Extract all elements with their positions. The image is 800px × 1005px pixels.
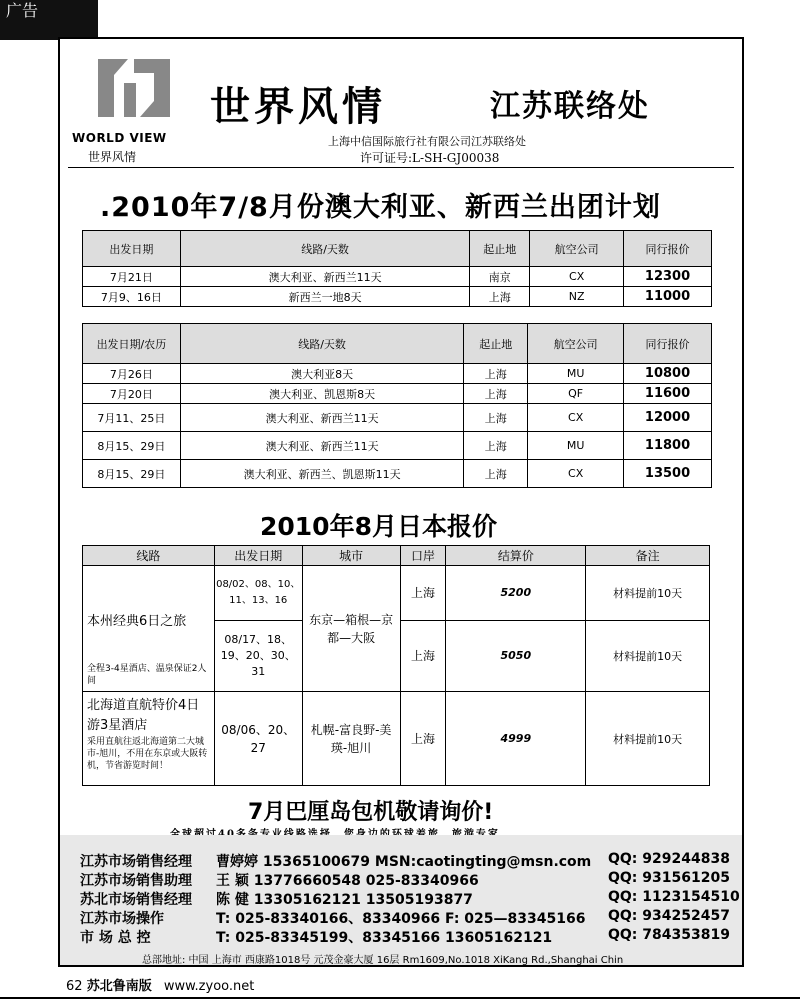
- table-row: [83, 460, 712, 488]
- table-row: [83, 692, 710, 786]
- city-cell: 南京: [470, 267, 530, 287]
- route-cell: 澳大利亚、新西兰11天: [180, 432, 463, 460]
- city-cell: 札幌-富良野-美瑛-旭川: [302, 692, 400, 786]
- tour-plan-title: .2010年7/8月份澳大利亚、新西兰出团计划: [100, 192, 661, 223]
- city-cell: 上海: [464, 432, 528, 460]
- remark-cell: 材料提前10天: [586, 692, 710, 786]
- city-cell: 上海: [464, 404, 528, 432]
- header-cell: 同行报价: [624, 231, 712, 267]
- japan-price-table: [82, 545, 710, 786]
- contact-details: 王 颖 13776660548 025-83340966: [216, 873, 479, 889]
- honshu-route-name: 本州经典6日之旅: [87, 614, 187, 629]
- port-cell: 上海: [400, 692, 446, 786]
- contact-role: 市 场 总 控: [80, 930, 151, 946]
- header-cell: 航空公司: [528, 324, 624, 364]
- honshu-route-note: 全程3-4星酒店、温泉保证2人间: [87, 664, 207, 686]
- contact-row: [80, 908, 585, 928]
- airline-cell: QF: [528, 384, 624, 404]
- contact-panel: [60, 835, 744, 967]
- page-footer: [66, 975, 254, 994]
- price-cell: 12300: [624, 267, 712, 287]
- date-cell: 7月20日: [83, 384, 181, 404]
- port-cell: 上海: [400, 620, 446, 691]
- contact-row: [80, 889, 473, 909]
- city-cell: 上海: [470, 287, 530, 307]
- price-cell: 5200: [446, 566, 586, 621]
- table-row: [83, 267, 712, 287]
- header-cell: 口岸: [400, 546, 446, 566]
- price-cell: 13500: [624, 460, 712, 488]
- table-header-row: [83, 324, 712, 364]
- date-cell: 7月26日: [83, 364, 181, 384]
- logo-chinese: 世界风情: [88, 150, 137, 164]
- brand-title: 世界风情: [210, 83, 386, 130]
- airline-cell: MU: [528, 364, 624, 384]
- route-cell: 澳大利亚8天: [180, 364, 463, 384]
- table-row: [83, 432, 712, 460]
- logo-english: WORLD VIEW: [72, 131, 167, 145]
- page-number: 62: [66, 979, 83, 994]
- airline-cell: CX: [528, 460, 624, 488]
- japan-price-title: 2010年8月日本报价: [260, 512, 497, 541]
- headquarters-address: 总部地址: 中国 上海市 西康路1018号 元茂金豪大厦 16层 Rm1609,No.1018 XiKang Rd.,Shanghai Chin: [142, 955, 624, 966]
- header-cell: 线路/天数: [180, 231, 469, 267]
- header-cell: 出发日期/农历: [83, 324, 181, 364]
- contact-row: [80, 927, 552, 947]
- price-cell: 5050: [446, 620, 586, 691]
- contact-details: T: 025-83345199、83345166 13605162121: [216, 930, 553, 946]
- price-cell: 12000: [624, 404, 712, 432]
- airline-cell: CX: [528, 404, 624, 432]
- header-cell: 线路/天数: [180, 324, 463, 364]
- contact-role: 江苏市场操作: [80, 911, 164, 927]
- date-cell: 8月15、29日: [83, 432, 181, 460]
- license-number: 许可证号:L-SH-GJ00038: [360, 151, 500, 165]
- date-cell: 08/06、20、27: [214, 692, 302, 786]
- header-cell: 结算价: [446, 546, 586, 566]
- contact-details: 陈 健 13305162121 13505193877: [216, 892, 473, 908]
- date-cell: 08/17、18、19、20、30、31: [214, 620, 302, 691]
- header-cell: 出发日期: [214, 546, 302, 566]
- hokkaido-route-note: 采用直航往返北海道第二大城市-旭川，不用在东京或大阪转机，节省游览时间！: [87, 737, 208, 771]
- australia-table-1: [82, 230, 712, 307]
- ad-label: 广告: [0, 0, 98, 40]
- contact-row: [80, 870, 479, 890]
- hokkaido-route-cell: [83, 692, 215, 786]
- contact-details: 曹婷婷 15365100679 MSN:caotingting@msn.com: [216, 854, 592, 870]
- contact-role: 江苏市场销售助理: [80, 873, 192, 889]
- contact-row: [80, 851, 591, 871]
- city-cell: 东京—箱根—京都—大阪: [302, 566, 400, 692]
- port-cell: 上海: [400, 566, 446, 621]
- australia-table-2: [82, 323, 712, 488]
- route-cell: 澳大利亚、新西兰11天: [180, 404, 463, 432]
- contact-qq: QQ: 934252457: [608, 908, 730, 924]
- date-cell: 08/02、08、10、11、13、16: [214, 566, 302, 621]
- contact-role: 苏北市场销售经理: [80, 892, 192, 908]
- edition-name: 苏北鲁南版: [86, 979, 152, 994]
- price-cell: 11600: [624, 384, 712, 404]
- contact-qq: QQ: 929244838: [608, 851, 730, 867]
- hokkaido-route-name: 北海道直航特价4日游3星酒店: [87, 698, 200, 733]
- table-row: [83, 566, 710, 621]
- contact-qq: QQ: 1123154510: [608, 889, 740, 905]
- header-cell: 城市: [302, 546, 400, 566]
- price-cell: 11000: [624, 287, 712, 307]
- table-row: [83, 404, 712, 432]
- route-cell: 新西兰一地8天: [180, 287, 469, 307]
- table-header-row: [83, 546, 710, 566]
- divider: [68, 167, 734, 168]
- contact-qq: QQ: 931561205: [608, 870, 730, 886]
- header-cell: 出发日期: [83, 231, 181, 267]
- airline-cell: NZ: [530, 287, 624, 307]
- airline-cell: MU: [528, 432, 624, 460]
- footer-divider: [0, 997, 800, 999]
- branch-title: 江苏联络处: [490, 89, 650, 124]
- date-cell: 7月9、16日: [83, 287, 181, 307]
- contact-qq: QQ: 784353819: [608, 927, 730, 943]
- date-cell: 8月15、29日: [83, 460, 181, 488]
- route-cell: 澳大利亚、新西兰、凯恩斯11天: [180, 460, 463, 488]
- header-cell: 起止地: [464, 324, 528, 364]
- date-cell: 7月21日: [83, 267, 181, 287]
- header-cell: 同行报价: [624, 324, 712, 364]
- header-cell: 航空公司: [530, 231, 624, 267]
- date-cell: 7月11、25日: [83, 404, 181, 432]
- price-cell: 10800: [624, 364, 712, 384]
- table-row: [83, 384, 712, 404]
- price-cell: 4999: [446, 692, 586, 786]
- airline-cell: CX: [530, 267, 624, 287]
- header-cell: 备注: [586, 546, 710, 566]
- city-cell: 上海: [464, 384, 528, 404]
- website-link[interactable]: www.zyoo.net: [163, 979, 255, 994]
- honshu-route-cell: [83, 566, 215, 692]
- remark-cell: 材料提前10天: [586, 620, 710, 691]
- route-cell: 澳大利亚、凯恩斯8天: [180, 384, 463, 404]
- remark-cell: 材料提前10天: [586, 566, 710, 621]
- bali-charter-notice: 7月巴厘岛包机敬请询价!: [248, 800, 494, 825]
- contact-details: T: 025-83340166、83340966 F: 025—83345166: [216, 911, 586, 927]
- price-cell: 11800: [624, 432, 712, 460]
- header-cell: 起止地: [470, 231, 530, 267]
- advertisement-frame: [58, 37, 744, 967]
- contact-role: 江苏市场销售经理: [80, 854, 192, 870]
- header-cell: 线路: [83, 546, 215, 566]
- table-row: [83, 364, 712, 384]
- table-header-row: [83, 231, 712, 267]
- world-view-logo-icon: [88, 53, 180, 123]
- city-cell: 上海: [464, 364, 528, 384]
- route-cell: 澳大利亚、新西兰11天: [180, 267, 469, 287]
- table-row: [83, 287, 712, 307]
- agency-name: 上海中信国际旅行社有限公司江苏联络处: [328, 135, 526, 148]
- city-cell: 上海: [464, 460, 528, 488]
